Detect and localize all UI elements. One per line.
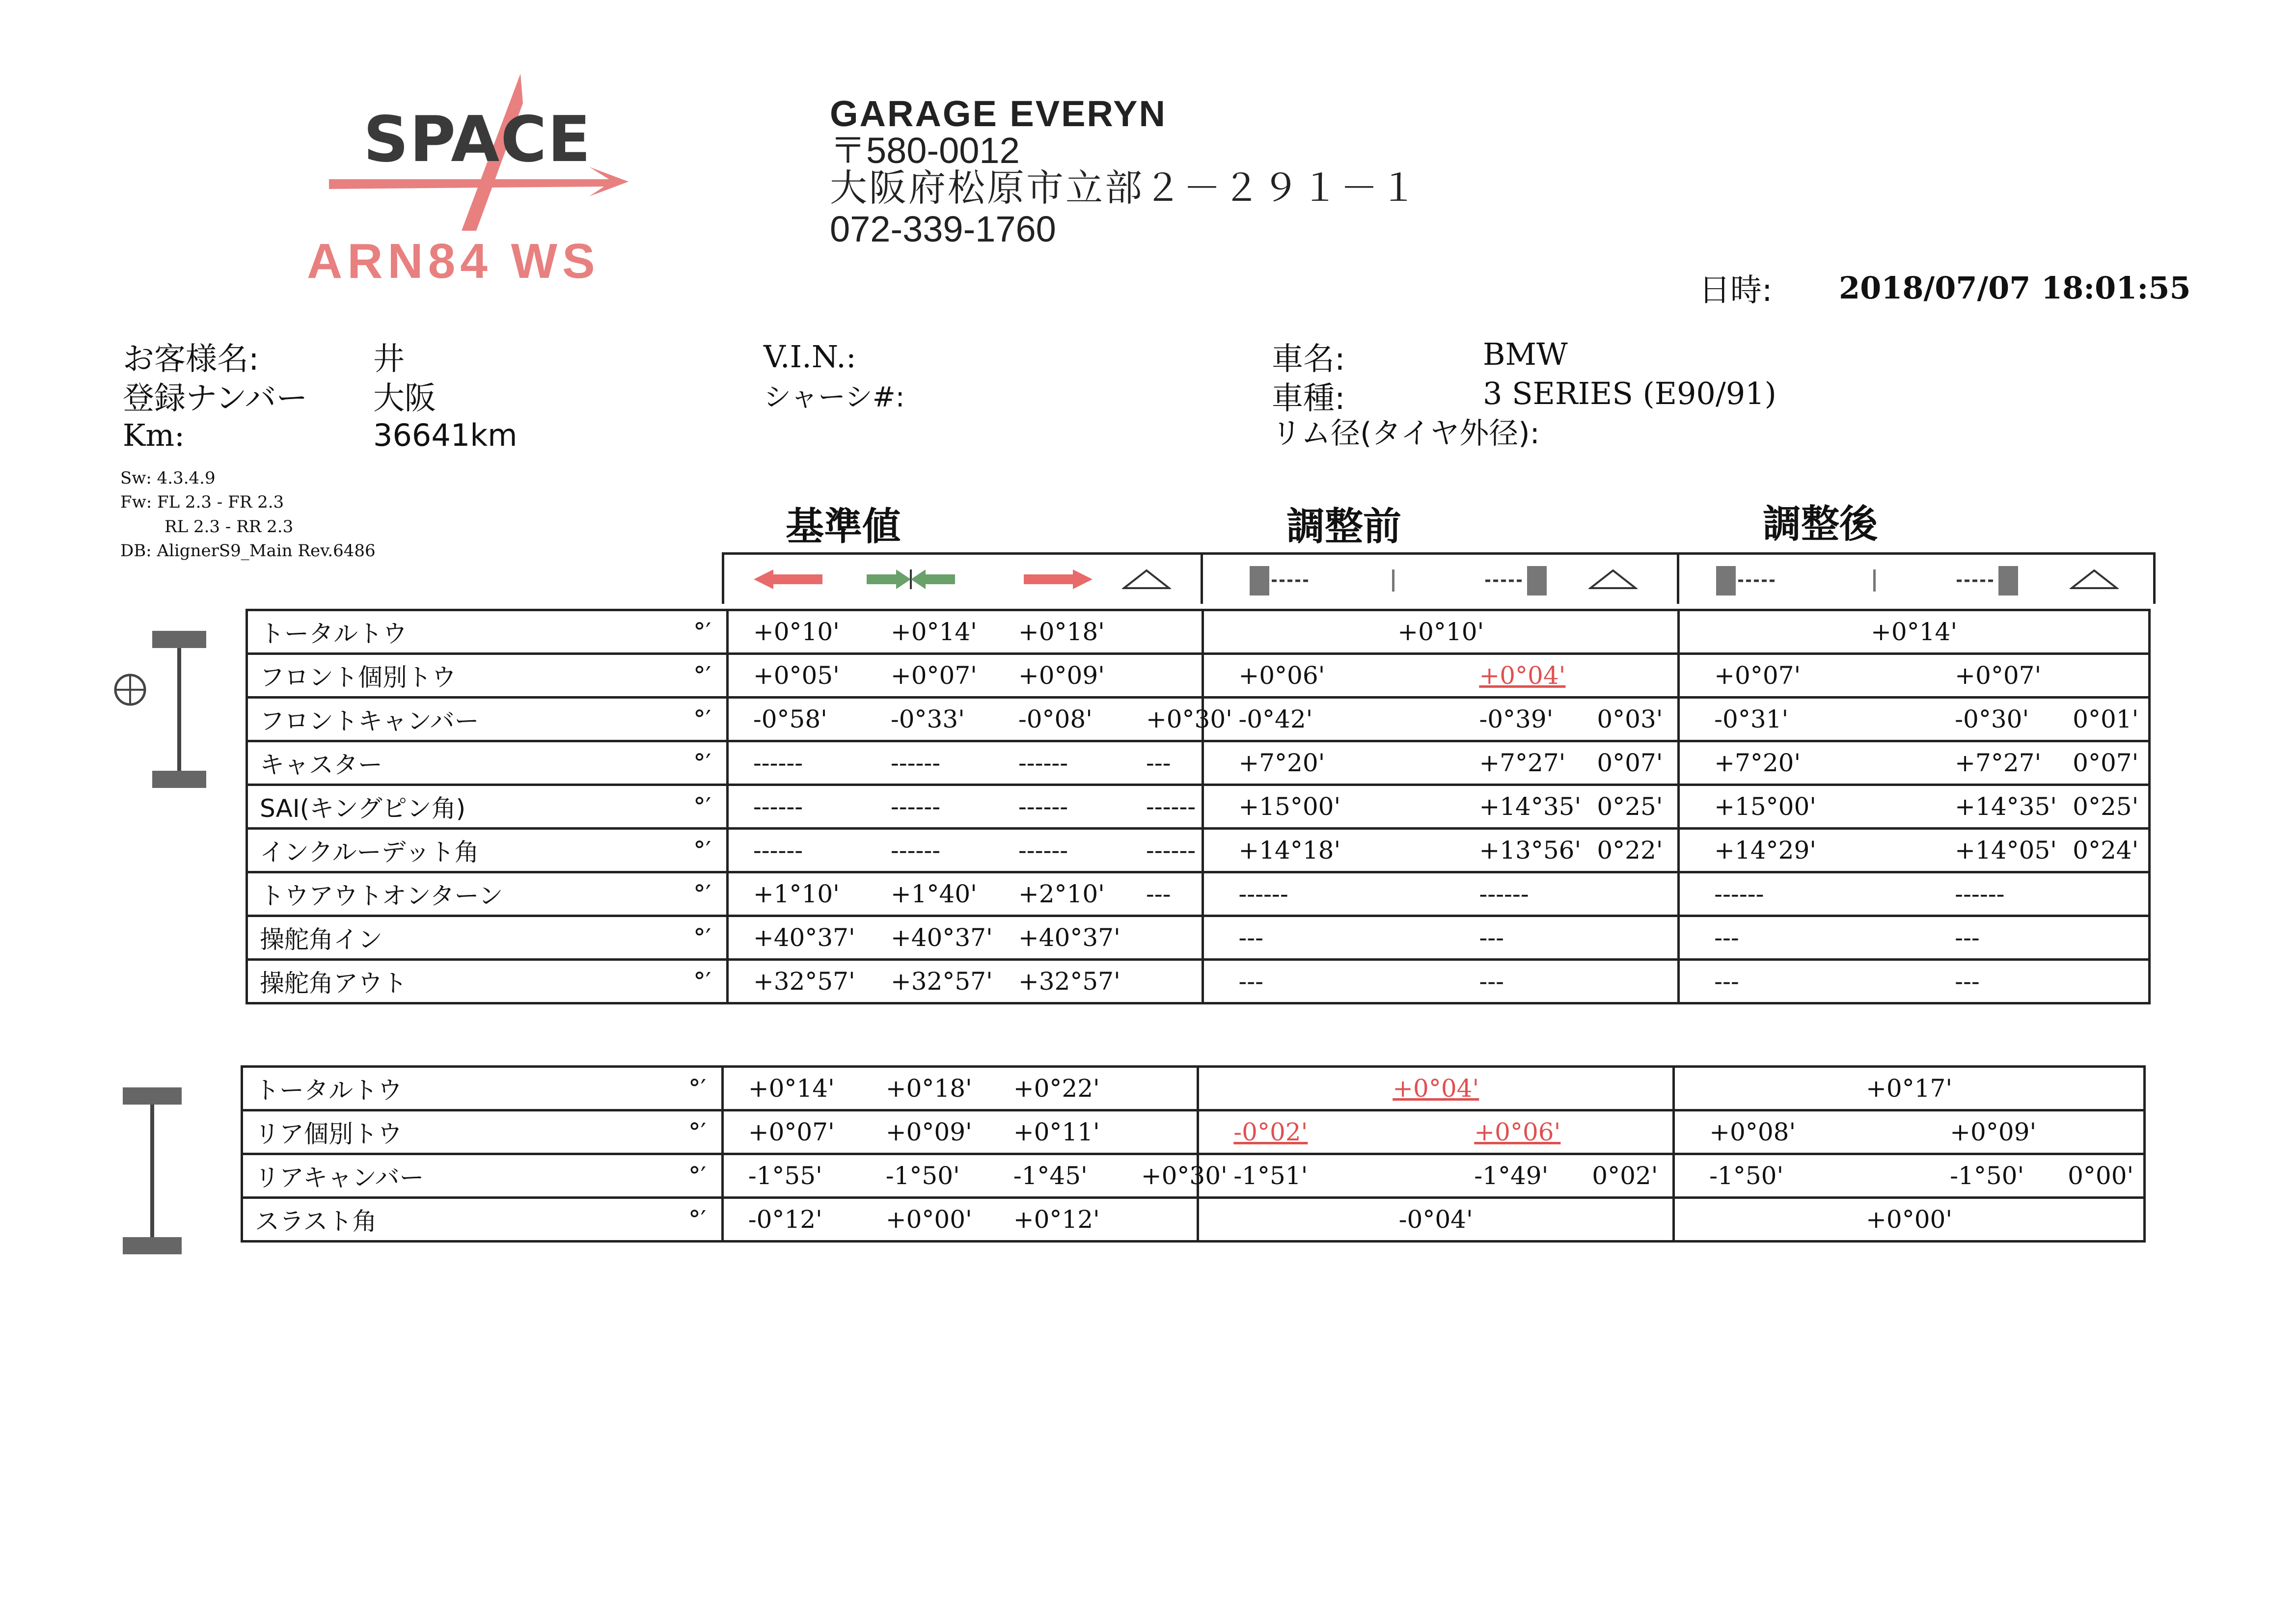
after-value: ------ <box>1955 880 2005 908</box>
row-label: フロント個別トウ <box>247 654 679 698</box>
spec-value: ------ <box>1146 792 1196 821</box>
car-value: BMW <box>1483 336 1568 372</box>
spec-cell <box>722 1154 1228 1198</box>
before-value: +0°10' <box>1397 618 1484 646</box>
spec-value: +0°11' <box>1013 1118 1100 1146</box>
spec-cell <box>727 610 1203 654</box>
before-cell <box>1203 960 1679 1003</box>
before-value: +0°04' <box>1479 661 1566 690</box>
spec-value: +0°09' <box>885 1118 972 1146</box>
spec-value: --- <box>1146 749 1171 777</box>
row-label: トータルトウ <box>247 610 679 654</box>
table-row <box>247 829 2150 872</box>
meta-fw2: RL 2.3 - RR 2.3 <box>164 516 294 537</box>
shop-phone: 072-339-1760 <box>830 209 1056 249</box>
before-value: +0°06' <box>1238 661 1325 690</box>
unit-label: °′ <box>678 698 727 741</box>
unit-label: °′ <box>678 960 727 1003</box>
unit-label: °′ <box>673 1110 722 1154</box>
row-label: スラスト角 <box>242 1198 674 1242</box>
unit-label: °′ <box>678 654 727 698</box>
after-value: ------ <box>1714 880 1764 908</box>
before-value: --- <box>1479 967 1504 996</box>
before-cell <box>1203 654 1679 698</box>
after-value: --- <box>1955 923 1980 952</box>
after-value: -1°50' <box>1950 1162 2024 1190</box>
spec-value: +1°10' <box>753 880 840 908</box>
car-label: 車名: <box>1272 341 1345 378</box>
before-cell <box>1198 1110 1674 1154</box>
table-row <box>247 698 2150 741</box>
after-value: +0°14' <box>1871 618 1958 646</box>
before-value: -1°51' <box>1233 1162 1308 1190</box>
plate-value: 大阪 <box>373 380 436 417</box>
spec-value: ------ <box>1146 836 1196 865</box>
before-value: +0°04' <box>1393 1074 1479 1103</box>
arrow-right-icon <box>1024 569 1093 589</box>
spec-value: +0°18' <box>885 1074 972 1103</box>
spec-value: +0°30' <box>1141 1162 1228 1190</box>
triangle-icon <box>2070 568 2119 590</box>
spec-value: ------ <box>753 792 803 821</box>
after-cell <box>1679 654 2150 698</box>
spec-cell <box>722 1110 1198 1154</box>
meta-db: DB: AlignerS9_Main Rev.6486 <box>120 541 376 561</box>
vin-label: V.I.N.: <box>764 339 856 375</box>
plate-label: 登録ナンバー <box>123 380 308 417</box>
after-value: -0°30' <box>1955 705 2029 733</box>
spec-value: +40°37' <box>890 923 993 952</box>
after-value: +14°05' <box>1955 836 2057 865</box>
row-label: リアキャンバー <box>242 1154 674 1198</box>
after-cell <box>1679 610 2150 654</box>
spec-value: +32°57' <box>1018 967 1121 996</box>
table-row <box>247 741 2150 785</box>
before-value: --- <box>1479 923 1504 952</box>
before-value: 0°22' <box>1597 836 1663 865</box>
spec-value: +0°00' <box>885 1205 972 1234</box>
table-row <box>247 785 2150 829</box>
km-label: Km: <box>123 417 185 453</box>
before-value: -1°49' <box>1474 1162 1549 1190</box>
table-row <box>247 960 2150 1003</box>
rear-axle-icon <box>118 1085 191 1257</box>
unit-label: °′ <box>678 785 727 829</box>
after-value: 0°07' <box>2073 749 2139 777</box>
spec-value: +32°57' <box>753 967 855 996</box>
after-value: +14°35' <box>1955 792 2057 821</box>
after-value: +0°07' <box>1955 661 2042 690</box>
unit-label: °′ <box>673 1198 722 1242</box>
spec-value: ------ <box>890 749 941 777</box>
before-value: 0°25' <box>1597 792 1663 821</box>
after-value: --- <box>1714 967 1739 996</box>
arrow-converge-icon <box>867 569 955 589</box>
meta-sw: Sw: 4.3.4.9 <box>120 468 216 488</box>
row-label: リア個別トウ <box>242 1110 674 1154</box>
after-cell <box>1674 1067 2145 1110</box>
spec-value: -0°58' <box>753 705 827 733</box>
icon-header-row <box>722 552 2156 604</box>
customer-name-label: お客様名: <box>123 341 259 378</box>
table-row <box>242 1198 2145 1242</box>
row-label: フロントキャンバー <box>247 698 679 741</box>
front-alignment-table <box>246 609 2151 1004</box>
spec-value: +0°14' <box>890 618 977 646</box>
spec-cell <box>722 1067 1198 1110</box>
logo-subtitle: ARN84 WS <box>307 234 600 289</box>
after-value: -0°31' <box>1714 705 1789 733</box>
row-label: 操舵角アウト <box>247 960 679 1003</box>
date-value: 2018/07/07 18:01:55 <box>1839 270 2191 306</box>
after-cell <box>1679 916 2150 960</box>
km-value: 36641km <box>373 417 518 453</box>
triangle-icon <box>1588 568 1638 590</box>
spec-value: --- <box>1146 880 1171 908</box>
shop-address: 大阪府松原市立部２－２９１－１ <box>830 166 1419 210</box>
spec-value: +0°07' <box>748 1118 835 1146</box>
after-cell <box>1674 1110 2145 1154</box>
before-value: -0°02' <box>1233 1118 1308 1146</box>
after-cell <box>1674 1154 2145 1198</box>
before-cell <box>1203 785 1679 829</box>
spec-value: ------ <box>1018 792 1068 821</box>
after-value: --- <box>1955 967 1980 996</box>
spec-cell <box>727 741 1203 785</box>
after-value: 0°24' <box>2073 836 2139 865</box>
spec-cell <box>727 872 1203 916</box>
before-cell <box>1203 916 1679 960</box>
spec-value: -0°08' <box>1018 705 1093 733</box>
spec-value: +0°22' <box>1013 1074 1100 1103</box>
front-axle-icon <box>113 628 211 790</box>
after-cell <box>1679 698 2150 741</box>
rear-alignment-table <box>241 1065 2146 1243</box>
spec-value: +0°14' <box>748 1074 835 1103</box>
spec-cell <box>727 698 1232 741</box>
before-cell <box>1203 698 1679 741</box>
unit-label: °′ <box>678 916 727 960</box>
after-value: +0°07' <box>1714 661 1801 690</box>
before-value: +14°35' <box>1479 792 1582 821</box>
after-value: +0°08' <box>1709 1118 1796 1146</box>
spec-value: -1°50' <box>885 1162 960 1190</box>
before-cell <box>1198 1154 1674 1198</box>
section-after: 調整後 <box>1763 502 1878 546</box>
model-value: 3 SERIES (E90/91) <box>1483 376 1777 411</box>
spec-cell <box>727 829 1203 872</box>
before-value: 0°02' <box>1592 1162 1658 1190</box>
left-wheel-icon <box>1250 564 1313 598</box>
row-label: キャスター <box>247 741 679 785</box>
unit-label: °′ <box>678 610 727 654</box>
row-label: トウアウトオンターン <box>247 872 679 916</box>
before-cell <box>1203 829 1679 872</box>
before-value: +0°06' <box>1474 1118 1561 1146</box>
unit-label: °′ <box>678 872 727 916</box>
row-label: 操舵角イン <box>247 916 679 960</box>
after-value: +0°00' <box>1866 1205 1953 1234</box>
spec-value: +1°40' <box>890 880 977 908</box>
before-value: ------ <box>1238 880 1288 908</box>
after-value: +7°20' <box>1714 749 1801 777</box>
spec-value: +0°10' <box>753 618 840 646</box>
spec-value: -1°45' <box>1013 1162 1088 1190</box>
row-label: SAI(キングピン角) <box>247 785 679 829</box>
before-cell <box>1203 610 1679 654</box>
spec-value: +0°18' <box>1018 618 1105 646</box>
spec-value: ------ <box>1018 749 1068 777</box>
spec-value: +40°37' <box>1018 923 1121 952</box>
after-value: 0°25' <box>2073 792 2139 821</box>
after-cell <box>1679 785 2150 829</box>
before-value: 0°03' <box>1597 705 1663 733</box>
before-value: -0°42' <box>1238 705 1313 733</box>
right-wheel-icon <box>1485 564 1549 598</box>
left-wheel-icon <box>1716 564 1780 598</box>
spec-value: +0°05' <box>753 661 840 690</box>
after-value: +0°17' <box>1866 1074 1953 1103</box>
before-value: +7°20' <box>1238 749 1325 777</box>
table-row <box>247 654 2150 698</box>
before-value: +14°18' <box>1238 836 1341 865</box>
table-row <box>247 916 2150 960</box>
triangle-icon <box>1122 568 1171 590</box>
after-cell <box>1679 872 2150 916</box>
after-cell <box>1679 741 2150 785</box>
after-value: +15°00' <box>1714 792 1817 821</box>
row-label: トータルトウ <box>242 1067 674 1110</box>
spec-cell <box>727 960 1203 1003</box>
spec-value: ------ <box>890 836 941 865</box>
before-value: +13°56' <box>1479 836 1582 865</box>
spec-value: -0°12' <box>748 1205 822 1234</box>
right-wheel-icon <box>1957 564 2021 598</box>
spec-cell <box>722 1198 1198 1242</box>
row-label: インクルーデット角 <box>247 829 679 872</box>
table-row <box>247 872 2150 916</box>
model-label: 車種: <box>1272 380 1345 417</box>
unit-label: °′ <box>678 741 727 785</box>
shop-name: GARAGE EVERYN <box>830 93 1167 134</box>
after-cell <box>1679 960 2150 1003</box>
arrow-left-icon <box>754 569 822 589</box>
date-label: 日時: <box>1699 272 1773 309</box>
before-value: +15°00' <box>1238 792 1341 821</box>
spec-value: +32°57' <box>890 967 993 996</box>
center-divider-icon <box>1392 569 1394 592</box>
unit-label: °′ <box>678 829 727 872</box>
before-cell <box>1198 1067 1674 1110</box>
spec-value: ------ <box>753 749 803 777</box>
spec-cell <box>727 785 1203 829</box>
before-value: ------ <box>1479 880 1529 908</box>
before-value: -0°04' <box>1398 1205 1473 1234</box>
meta-fw1: Fw: FL 2.3 - FR 2.3 <box>120 492 284 513</box>
spec-value: +2°10' <box>1018 880 1105 908</box>
table-row <box>247 610 2150 654</box>
chassis-label: シャーシ#: <box>764 381 905 413</box>
spec-value: -1°55' <box>748 1162 822 1190</box>
center-divider-icon <box>1873 569 1876 592</box>
before-value: 0°07' <box>1597 749 1663 777</box>
spec-cell <box>727 654 1203 698</box>
before-value: --- <box>1238 923 1264 952</box>
after-value: +7°27' <box>1955 749 2042 777</box>
spec-value: +0°30' <box>1146 705 1232 733</box>
spec-value: +0°12' <box>1013 1205 1100 1234</box>
before-cell <box>1203 872 1679 916</box>
rim-label: リム径(タイヤ外径): <box>1272 416 1540 451</box>
spec-value: ------ <box>890 792 941 821</box>
spec-value: ------ <box>1018 836 1068 865</box>
table-row <box>242 1154 2145 1198</box>
unit-label: °′ <box>673 1154 722 1198</box>
table-row <box>242 1067 2145 1110</box>
logo-wordmark: SPACE <box>363 103 592 176</box>
after-cell <box>1674 1198 2145 1242</box>
table-row <box>242 1110 2145 1154</box>
after-value: +14°29' <box>1714 836 1817 865</box>
before-cell <box>1203 741 1679 785</box>
spec-cell <box>727 916 1203 960</box>
after-value: -1°50' <box>1709 1162 1784 1190</box>
spec-value: ------ <box>753 836 803 865</box>
before-cell <box>1198 1198 1674 1242</box>
after-value: 0°01' <box>2073 705 2139 733</box>
before-value: --- <box>1238 967 1264 996</box>
before-value: +7°27' <box>1479 749 1566 777</box>
after-cell <box>1679 829 2150 872</box>
meta-block <box>120 466 376 563</box>
spec-value: +0°09' <box>1018 661 1105 690</box>
section-before: 調整前 <box>1286 505 1402 549</box>
unit-label: °′ <box>673 1067 722 1110</box>
spec-value: +40°37' <box>753 923 855 952</box>
shop-postal: 〒580-0012 <box>830 130 1020 171</box>
after-value: --- <box>1714 923 1739 952</box>
after-value: +0°09' <box>1950 1118 2037 1146</box>
spec-value: +0°07' <box>890 661 977 690</box>
before-value: -0°39' <box>1479 705 1554 733</box>
spec-value: -0°33' <box>890 705 965 733</box>
after-value: 0°00' <box>2068 1162 2134 1190</box>
section-spec: 基準値 <box>786 505 901 549</box>
customer-name-value: 井 <box>373 341 405 378</box>
